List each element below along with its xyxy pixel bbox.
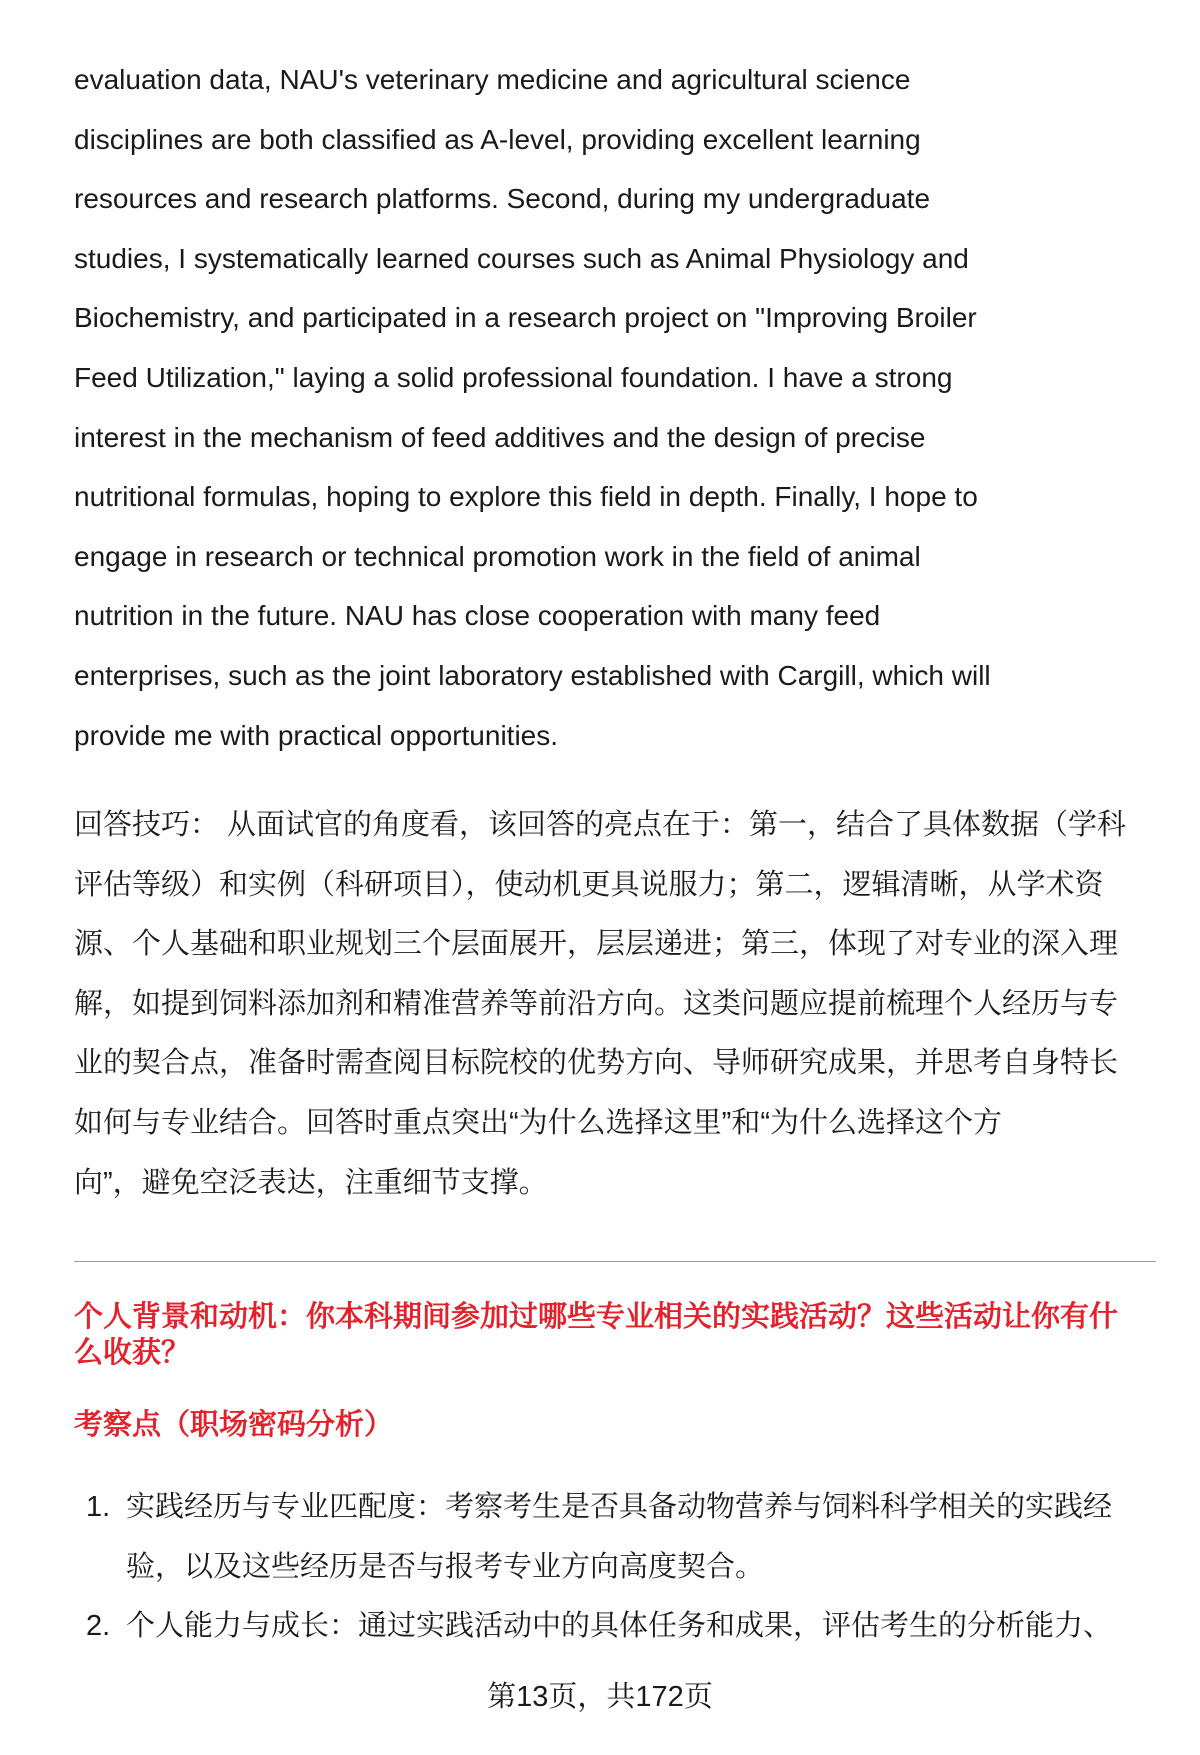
- evaluation-points-heading: [74, 1407, 1170, 1443]
- list-item-text: [126, 1478, 1170, 1597]
- answer-line: nutrition in the future. NAU has close cooperation with many feed: [74, 600, 881, 632]
- list-item-line: 实践经历与专业匹配度：考察考生是否具备动物营养与饲料科学相关的实践经: [126, 1491, 1113, 1523]
- answer-line: Biochemistry, and participated in a research project on "Improving Broiler: [74, 302, 977, 334]
- question-heading: [74, 1299, 1170, 1371]
- question-line: 个人背景和动机：你本科期间参加过哪些专业相关的实践活动？这些活动让你有什: [74, 1301, 1119, 1333]
- list-item: [74, 1478, 1170, 1597]
- page-number: 第13页，共172页: [487, 1681, 713, 1713]
- question-line: 么收获？: [74, 1337, 191, 1369]
- list-item-number: 1.: [86, 1491, 111, 1523]
- tips-line: 解，如提到饲料添加剂和精准营养等前沿方向。这类问题应提前梳理个人经历与专: [74, 987, 1119, 1020]
- answer-line: interest in the mechanism of feed additives and the design of precise: [74, 421, 926, 453]
- answer-line: Feed Utilization," laying a solid professional foundation. I have a strong: [74, 361, 953, 393]
- list-item-number: 2.: [86, 1610, 111, 1642]
- tips-line: 回答技巧： 从面试官的角度看，该回答的亮点在于：第一，结合了具体数据（学科: [74, 809, 1127, 841]
- answer-line: enterprises, such as the joint laboratory established with Cargill, which will: [74, 659, 991, 691]
- answer-line: engage in research or technical promotion work in the field of animal: [74, 540, 921, 572]
- tips-line: 评估等级）和实例（科研项目），使动机更具说服力；第二，逻辑清晰，从学术资: [74, 868, 1104, 901]
- tips-line: 向”，避免空泛表达，注重细节支撑。: [74, 1166, 548, 1199]
- tips-line: 业的契合点，准备时需查阅目标院校的优势方向、导师研究成果，并思考自身特长: [74, 1047, 1119, 1080]
- tips-line: 源、个人基础和职业规划三个层面展开，层层递进；第三，体现了对专业的深入理: [74, 928, 1119, 961]
- list-item-text: [126, 1597, 1170, 1657]
- section-divider: [74, 1261, 1156, 1262]
- answer-paragraph: [74, 50, 1170, 765]
- list-item-line: 验，以及这些经历是否与报考专业方向高度契合。: [126, 1550, 765, 1583]
- list-item: [74, 1597, 1170, 1657]
- answer-line: nutritional formulas, hoping to explore this field in depth. Finally, I hope to: [74, 481, 978, 513]
- answer-line: provide me with practical opportunities.: [74, 719, 559, 751]
- answer-line: studies, I systematically learned courses such as Animal Physiology and: [74, 242, 969, 274]
- answer-line: resources and research platforms. Second, during my undergraduate: [74, 183, 931, 215]
- answer-tips-paragraph: [74, 796, 1170, 1213]
- list-item-line: 个人能力与成长：通过实践活动中的具体任务和成果，评估考生的分析能力、: [126, 1610, 1113, 1642]
- answer-line: disciplines are both classified as A-level, providing excellent learning: [74, 123, 921, 155]
- answer-line: evaluation data, NAU's veterinary medicine and agricultural science: [74, 64, 911, 95]
- evaluation-points-title: 考察点（职场密码分析）: [74, 1409, 394, 1441]
- tips-line: 如何与专业结合。回答时重点突出“为什么选择这里”和“为什么选择这个方: [74, 1106, 1002, 1139]
